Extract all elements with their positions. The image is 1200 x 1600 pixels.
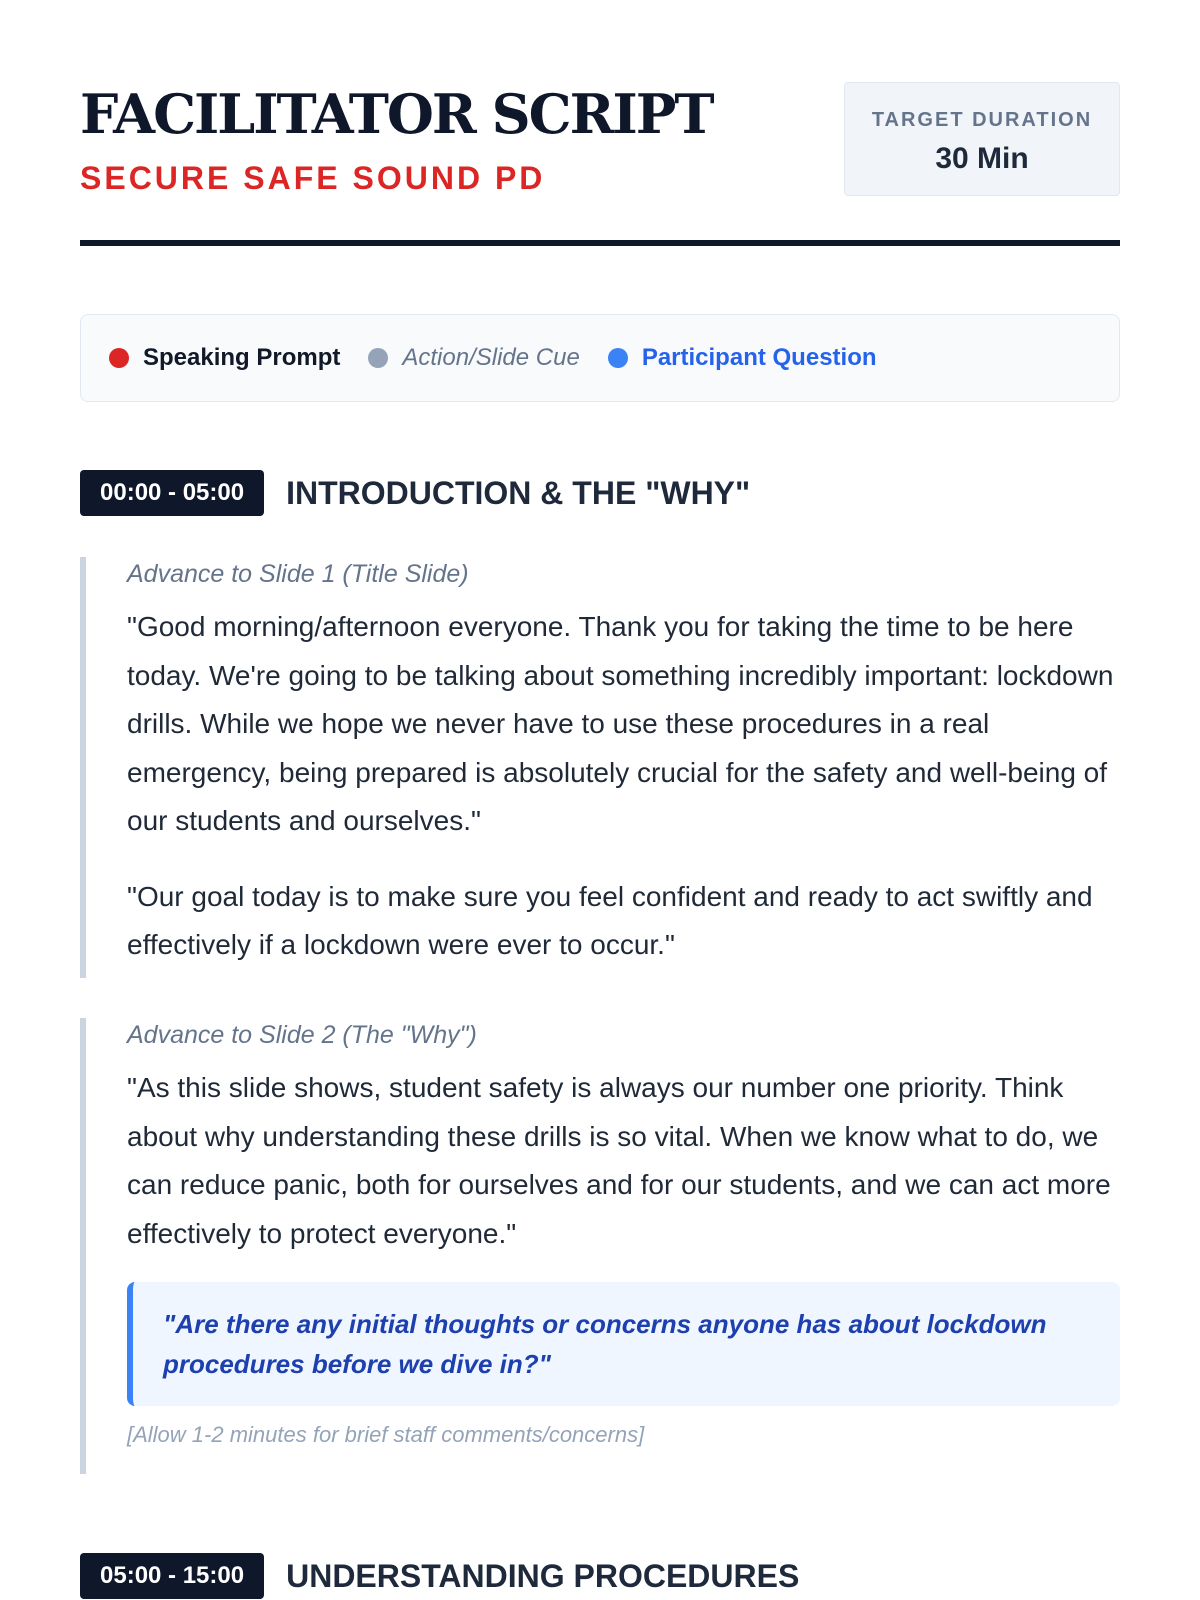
facilitator-note: [Allow 1-2 minutes for brief staff comments/concerns] (127, 1422, 645, 1447)
section-title: INTRODUCTION & THE "WHY" (286, 475, 751, 511)
legend-item-action-cue (368, 343, 579, 373)
target-duration-box (844, 82, 1120, 196)
header-divider (80, 240, 1120, 246)
legend-label: Action/Slide Cue (402, 344, 580, 371)
section-header-understanding-procedures (80, 1553, 799, 1599)
legend-label: Participant Question (641, 344, 877, 371)
blue-dot-icon (608, 348, 628, 368)
section-header-introduction (80, 470, 750, 516)
red-dot-icon (109, 348, 129, 368)
time-badge: 05:00 - 15:00 (80, 1553, 264, 1599)
time-badge: 00:00 - 05:00 (80, 470, 264, 516)
legend-item-participant-question (608, 343, 877, 373)
header (80, 82, 1120, 242)
legend (80, 314, 1120, 402)
script-block-slide-1 (80, 557, 1120, 978)
speaking-prompt: "As this slide shows, student safety is always our number one priority. Think about why understanding these drills is so vital. When we know what to do, we can reduce panic, both for ourselves and for our students, and we can act more effectively to protect everyone." (127, 1072, 1111, 1249)
page-subtitle: SECURE SAFE SOUND PD (80, 160, 546, 196)
speaking-prompt: "Our goal today is to make sure you feel confident and ready to act swiftly and effectively if a lockdown were ever to occur." (127, 880, 1093, 960)
action-cue: Advance to Slide 1 (Title Slide) (127, 560, 469, 588)
script-block-slide-2 (80, 1018, 1120, 1474)
duration-value: 30 Min (935, 142, 1029, 175)
speaking-prompt: "Good morning/afternoon everyone. Thank you for taking the time to be here today. We're going to be talking about something incredibly important: lockdown drills. While we hope we never have to use these procedures in a real emergency, being prepared is absolutely crucial for the safety and well-being of our students and ourselves." (127, 611, 1114, 836)
legend-item-speaking-prompt (109, 343, 340, 373)
section-title: UNDERSTANDING PROCEDURES (286, 1558, 800, 1594)
gray-dot-icon (368, 348, 388, 368)
duration-label: TARGET DURATION (871, 109, 1093, 131)
legend-label: Speaking Prompt (143, 344, 341, 371)
participant-question-box: "Are there any initial thoughts or concerns anyone has about lockdown procedures before we dive in?" (127, 1282, 1120, 1406)
action-cue: Advance to Slide 2 (The "Why") (127, 1021, 477, 1049)
page-title: FACILITATOR SCRIPT (80, 82, 713, 146)
